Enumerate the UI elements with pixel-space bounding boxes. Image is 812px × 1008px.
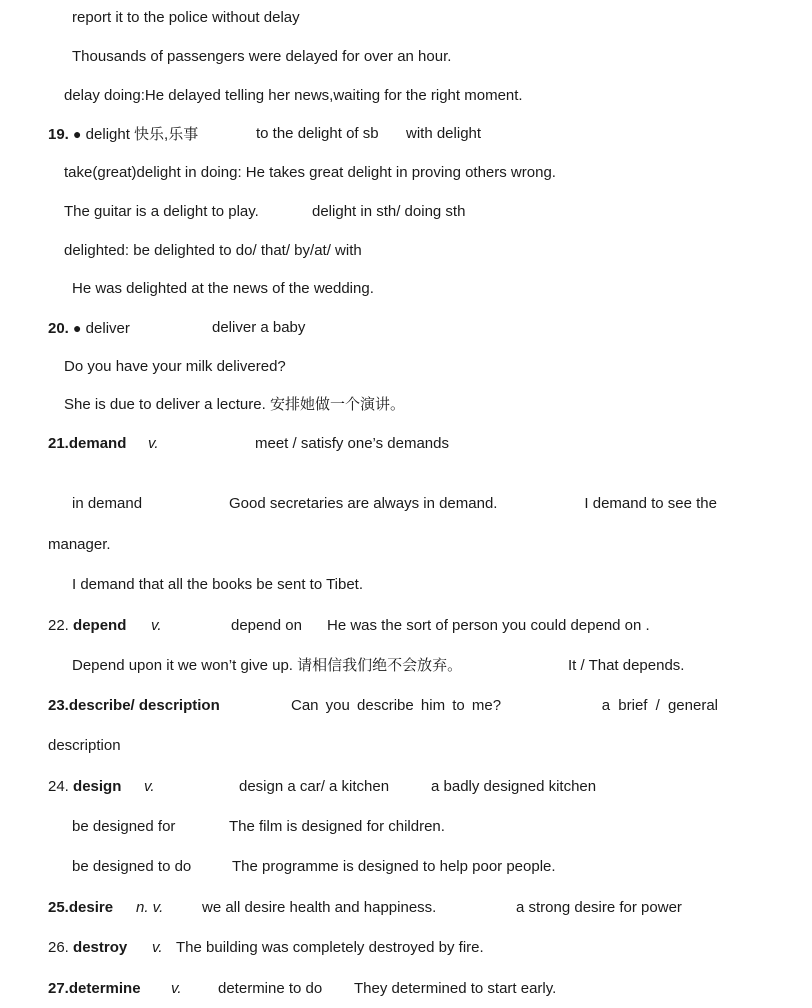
example-sentence: The building was completely destroyed by fire. bbox=[176, 939, 484, 956]
text-line bbox=[64, 86, 523, 106]
phrase: It / That depends. bbox=[568, 657, 685, 674]
phrase: determine to do bbox=[218, 980, 323, 997]
line-text: delay doing:He delayed telling her news,waiting for the right moment. bbox=[64, 87, 523, 104]
text-line bbox=[64, 241, 362, 261]
line-text: I demand that all the books be sent to Tibet. bbox=[72, 576, 364, 593]
chinese-gloss: 快乐,乐事 bbox=[134, 126, 199, 143]
text-line bbox=[72, 575, 363, 595]
entry-19 bbox=[48, 124, 608, 145]
phrase: depend on bbox=[231, 617, 302, 634]
entry-word: depend bbox=[73, 617, 127, 634]
text-line bbox=[72, 47, 451, 67]
entry-head: 27.determine bbox=[48, 980, 141, 997]
part-of-speech: v. bbox=[151, 617, 162, 634]
example-sentence: The programme is designed to help poor people. bbox=[232, 858, 556, 875]
phrase: a strong desire for power bbox=[516, 899, 682, 916]
entry-23 bbox=[48, 696, 718, 716]
entry-24 bbox=[48, 777, 628, 797]
part-of-speech: v. bbox=[144, 778, 155, 795]
line-text: report it to the police without delay bbox=[72, 9, 300, 26]
phrase: a brief / general bbox=[601, 697, 718, 714]
phrase: to the delight of sb bbox=[256, 125, 379, 142]
entry-head: 25.desire bbox=[48, 899, 114, 916]
phrase: deliver a baby bbox=[212, 319, 306, 336]
example-sentence: He was the sort of person you could depend on . bbox=[327, 617, 650, 634]
example-sentence: we all desire health and happiness. bbox=[202, 899, 437, 916]
part-of-speech: v. bbox=[171, 980, 182, 997]
chinese-gloss: 请相信我们绝不会放弃。 bbox=[297, 657, 463, 674]
phrase: delight in sth/ doing sth bbox=[312, 203, 466, 220]
phrase: with delight bbox=[406, 125, 482, 142]
text-line-justified bbox=[72, 494, 717, 514]
example-sentence: The guitar is a delight to play. bbox=[64, 203, 259, 220]
text-line bbox=[72, 817, 492, 837]
example-sentence: The film is designed for children. bbox=[229, 818, 445, 835]
entry-27 bbox=[48, 979, 588, 999]
phrase: a badly designed kitchen bbox=[431, 778, 597, 795]
text-line bbox=[48, 736, 121, 756]
entry-word: design bbox=[73, 778, 122, 795]
line-text: He was delighted at the news of the wedding. bbox=[72, 280, 374, 297]
entry-22 bbox=[48, 616, 708, 636]
entry-word: delight bbox=[85, 126, 130, 143]
line-text: Thousands of passengers were delayed for over an hour. bbox=[72, 48, 452, 65]
entry-number: 19. bbox=[48, 126, 69, 143]
phrase: in demand bbox=[72, 495, 143, 512]
phrase: be designed to do bbox=[72, 858, 192, 875]
entry-25 bbox=[48, 898, 708, 918]
bullet-icon: ● bbox=[73, 126, 82, 142]
text-line bbox=[64, 163, 556, 183]
entry-number: 20. bbox=[48, 320, 69, 337]
entry-number: 22. bbox=[48, 617, 69, 634]
example-sentence: I demand to see the bbox=[584, 495, 717, 512]
part-of-speech: n. v. bbox=[136, 899, 164, 916]
entry-number: 24. bbox=[48, 778, 69, 795]
example-sentence: Depend upon it we won’t give up. bbox=[72, 657, 293, 674]
phrase: be designed for bbox=[72, 818, 176, 835]
entry-word: deliver bbox=[85, 320, 130, 337]
text-line bbox=[64, 357, 286, 377]
entry-20 bbox=[48, 318, 348, 339]
line-text: take(great)delight in doing: He takes great delight in proving others wrong. bbox=[64, 164, 556, 181]
entry-word: destroy bbox=[73, 939, 128, 956]
part-of-speech: v. bbox=[152, 939, 163, 956]
entry-head: 23.describe/ description bbox=[48, 697, 220, 714]
example-sentence: Can you describe him to me? bbox=[291, 697, 502, 714]
text-line bbox=[64, 395, 405, 415]
line-text: delighted: be delighted to do/ that/ by/at/ with bbox=[64, 242, 362, 259]
part-of-speech: v. bbox=[148, 435, 159, 452]
text-line bbox=[72, 279, 374, 299]
line-text: manager. bbox=[48, 536, 111, 553]
entry-number: 26. bbox=[48, 939, 69, 956]
text-line bbox=[72, 857, 612, 877]
example-sentence: She is due to deliver a lecture. bbox=[64, 396, 266, 413]
phrase: design a car/ a kitchen bbox=[239, 778, 390, 795]
example-sentence: They determined to start early. bbox=[354, 980, 557, 997]
phrase: meet / satisfy one’s demands bbox=[255, 435, 449, 452]
bullet-icon: ● bbox=[73, 320, 82, 336]
entry-26 bbox=[48, 938, 528, 958]
chinese-gloss: 安排她做一个演讲。 bbox=[269, 396, 405, 413]
line-text: Do you have your milk delivered? bbox=[64, 358, 286, 375]
entry-21 bbox=[48, 434, 498, 454]
text-line bbox=[64, 202, 564, 222]
text-line bbox=[72, 8, 300, 28]
text-line bbox=[48, 535, 111, 555]
text-line bbox=[72, 656, 712, 676]
example-sentence: Good secretaries are always in demand. bbox=[228, 495, 498, 512]
entry-head: 21.demand bbox=[48, 435, 127, 452]
line-text: description bbox=[48, 737, 121, 754]
